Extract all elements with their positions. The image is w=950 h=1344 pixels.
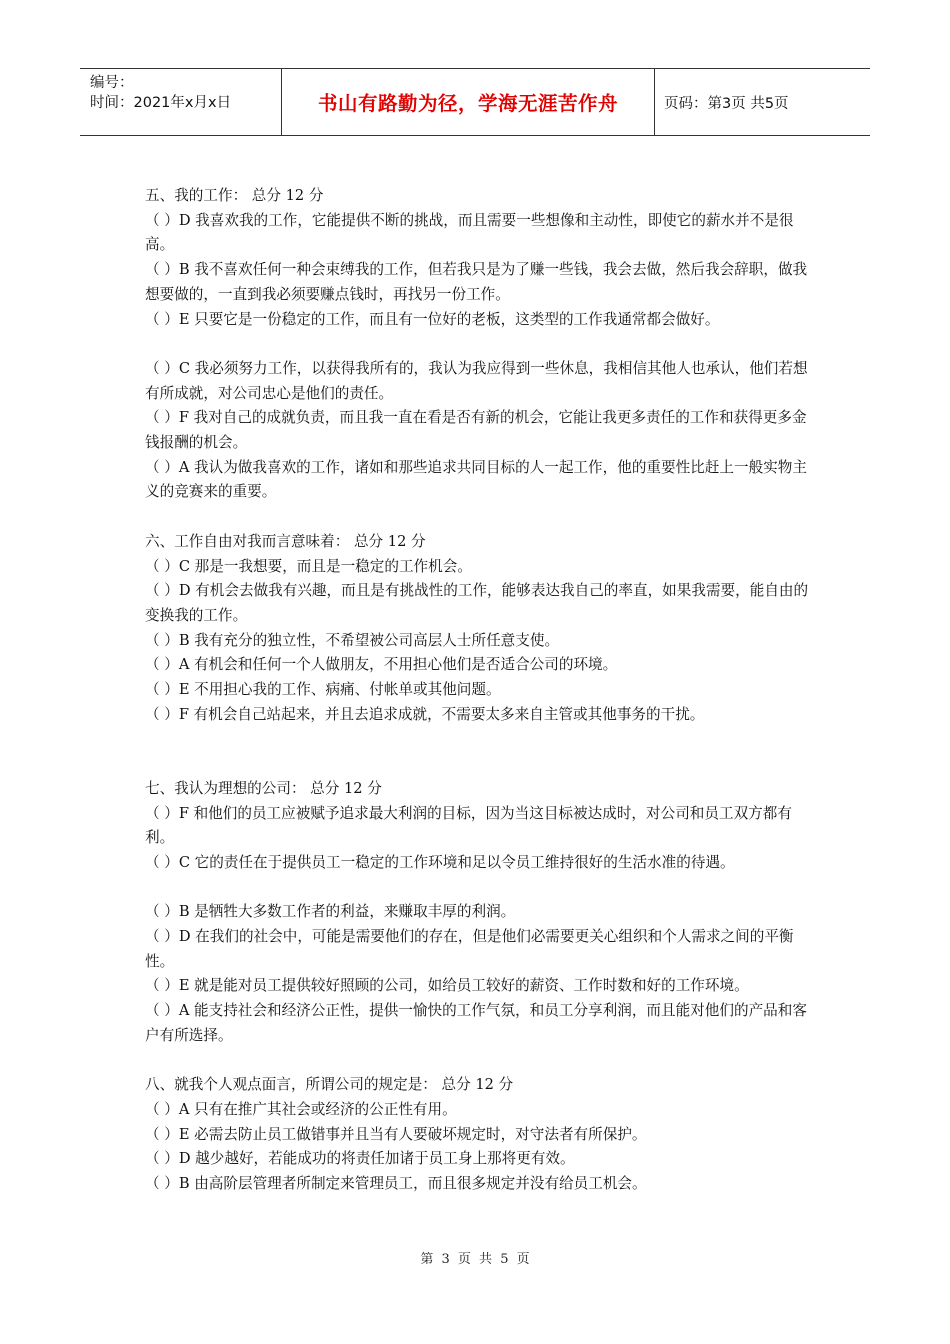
- page-footer: 第 3 页 共 5 页: [420, 1252, 530, 1267]
- option-item: （ ）D 在我们的社会中，可能是需要他们的存在，但是他们必需要更关心组织和个人需求之间的平衡性。: [145, 928, 794, 970]
- section-5: [145, 184, 821, 505]
- option-item: （ ）D 越少越好，若能成功的将责任加诸于员工身上那将更有效。: [145, 1150, 575, 1168]
- option-item: （ ）E 必需去防止员工做错事并且当有人要破坏规定时，对守法者有所保护。: [145, 1125, 647, 1143]
- option-item: （ ）A 能支持社会和经济公正性，提供一愉快的工作气氛，和员工分享利润，而且能对他们的产品和客户有所选择。: [145, 1002, 807, 1044]
- section-title: 五、我的工作： 总分 12 分: [145, 187, 324, 204]
- option-item: （ ）E 不用担心我的工作、病痛、付帐单或其他问题。: [145, 681, 501, 699]
- option-item: （ ）F 我对自己的成就负责，而且我一直在看是否有新的机会，它能让我更多责任的工作和获得更多金钱报酬的机会。: [145, 409, 807, 452]
- page-header: [80, 68, 870, 136]
- option-item: （ ）F 和他们的员工应被赋予追求最大利润的目标，因为当这目标被达成时，对公司和员工双方都有利。: [145, 804, 792, 847]
- section-7: [145, 777, 821, 1049]
- section-title: 八、就我个人观点面言，所谓公司的规定是： 总分 12 分: [145, 1076, 514, 1094]
- option-item: （ ）B 我不喜欢任何一种会束缚我的工作，但若我只是为了赚一些钱，我会去做，然后我会辞职，做我想要做的，一直到我必须要赚点钱时，再找另一份工作。: [145, 261, 808, 303]
- document-body: [145, 184, 821, 1197]
- option-item: （ ）C 我必须努力工作，以获得我所有的，我认为我应得到一些休息，我相信其他人也承认，他们若想有所成就，对公司忠心是他们的责任。: [145, 359, 808, 402]
- section-title: 六、工作自由对我而言意味着： 总分 12 分: [145, 532, 426, 550]
- option-item: （ ）A 有机会和任何一个人做朋友，不用担心他们是否适合公司的环境。: [145, 656, 618, 674]
- option-item: （ ）C 它的责任在于提供员工一稳定的工作环境和足以令员工维持很好的生活水准的待遇。: [145, 853, 735, 871]
- header-meta: [80, 69, 282, 135]
- option-item: （ ）D 有机会去做我有兴趣，而且是有挑战性的工作，能够表达我自己的率直，如果我需要，能自由的变换我的工作。: [145, 582, 809, 624]
- option-item: （ ）B 由高阶层管理者所制定来管理员工，而且很多规定并没有给员工机会。: [145, 1175, 647, 1193]
- option-item: （ ）B 我有充分的独立性，不希望被公司高层人士所任意支使。: [145, 631, 560, 649]
- header-page-info: 页码：第3页 共5页: [664, 95, 789, 112]
- option-item: （ ）C 那是一我想要，而且是一稳定的工作机会。: [145, 557, 472, 575]
- option-item: （ ）F 有机会自己站起来，并且去追求成就，不需要太多来自主管或其他事务的干扰。: [145, 705, 705, 723]
- section-6: [145, 530, 821, 728]
- option-item: （ ）D 我喜欢我的工作，它能提供不断的挑战，而且需要一些想像和主动性，即使它的薪水并不是很高。: [145, 211, 794, 254]
- document-number: 编号：: [90, 75, 134, 91]
- section-8: [145, 1073, 821, 1197]
- document-date: 时间：2021年x月x日: [90, 95, 232, 111]
- option-item: （ ）A 只有在推广其社会或经济的公正性有用。: [145, 1100, 457, 1118]
- header-motto: 书山有路勤为径，学海无涯苦作舟: [282, 69, 655, 135]
- section-title: 七、我认为理想的公司： 总分 12 分: [145, 779, 382, 797]
- option-item: （ ）E 只要它是一份稳定的工作，而且有一位好的老板，这类型的工作我通常都会做好。: [145, 310, 720, 328]
- option-item: （ ）B 是牺牲大多数工作者的利益，来赚取丰厚的利润。: [145, 903, 516, 921]
- option-item: （ ）A 我认为做我喜欢的工作，诸如和那些追求共同目标的人一起工作，他的重要性比赶上一般实物主义的竞赛来的重要。: [145, 458, 807, 501]
- option-item: （ ）E 就是能对员工提供较好照顾的公司，如给员工较好的薪资、工作时数和好的工作环境。: [145, 977, 749, 995]
